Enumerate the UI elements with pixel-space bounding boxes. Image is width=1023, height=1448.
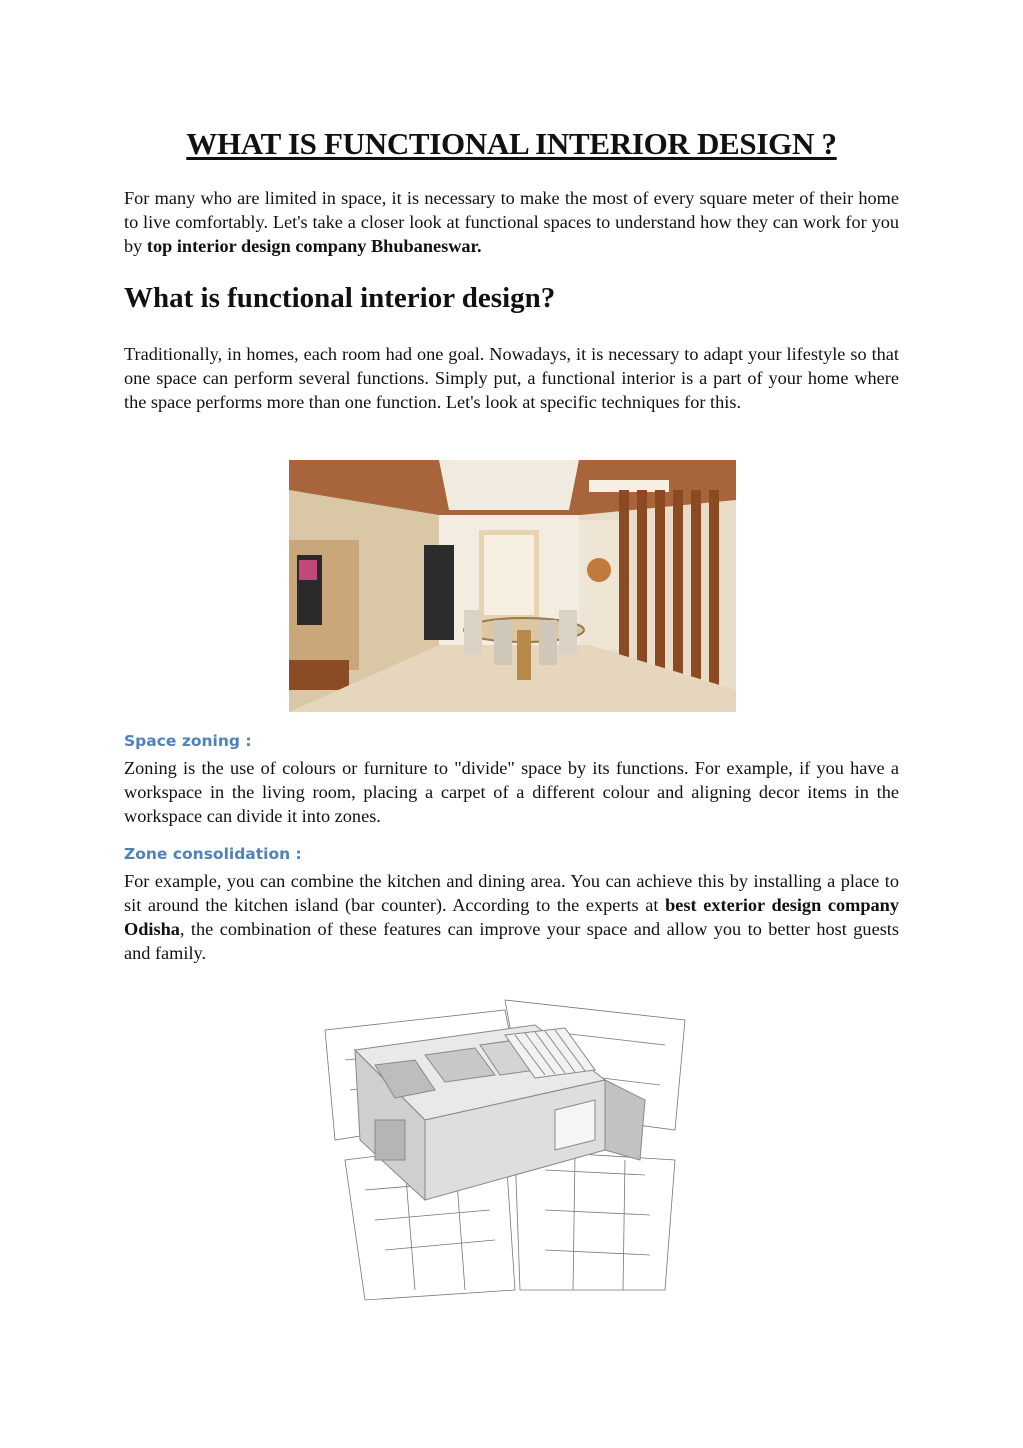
intro-paragraph [124, 186, 899, 258]
interior-dining-room-image [289, 460, 736, 712]
space-zoning-heading: Space zoning : [124, 732, 252, 750]
intro-bold-link[interactable]: top interior design company Bhubaneswar. [146, 236, 482, 256]
zone-consolidation-paragraph [124, 869, 899, 965]
space-zoning-paragraph: Zoning is the use of colours or furniture to "divide" space by its functions. For example, if you have a workspace in the living room, placing a carpet of a different colour and aligning decor items in the workspace can divide it into zones. [124, 758, 899, 826]
zone-text-a: For example, you can combine the kitchen and dining area. You can achieve this by installing a place to sit around the kitchen island (bar counter). According to the experts at [124, 871, 899, 915]
zone-bold-link[interactable]: best exterior design company Odisha [124, 895, 899, 939]
zone-consolidation-heading: Zone consolidation : [124, 845, 302, 863]
section-heading: What is functional interior design? [124, 282, 556, 314]
intro-text: For many who are limited in space, it is necessary to make the most of every square meter of their home to live comfortably. Let's take a closer look at functional spaces to understand how they can work for you by [124, 188, 899, 256]
section-paragraph: Traditionally, in homes, each room had one goal. Nowadays, it is necessary to adapt your lifestyle so that one space can perform several functions. Simply put, a functional interior is a part of your home where the space performs more than one function. Let's look at specific techniques for this. [124, 344, 899, 412]
zone-text-b: , the combination of these features can improve your space and allow you to better host guests and family. [124, 919, 899, 963]
house-blueprint-image [305, 990, 705, 1310]
page-title: WHAT IS FUNCTIONAL INTERIOR DESIGN ? [186, 126, 837, 161]
